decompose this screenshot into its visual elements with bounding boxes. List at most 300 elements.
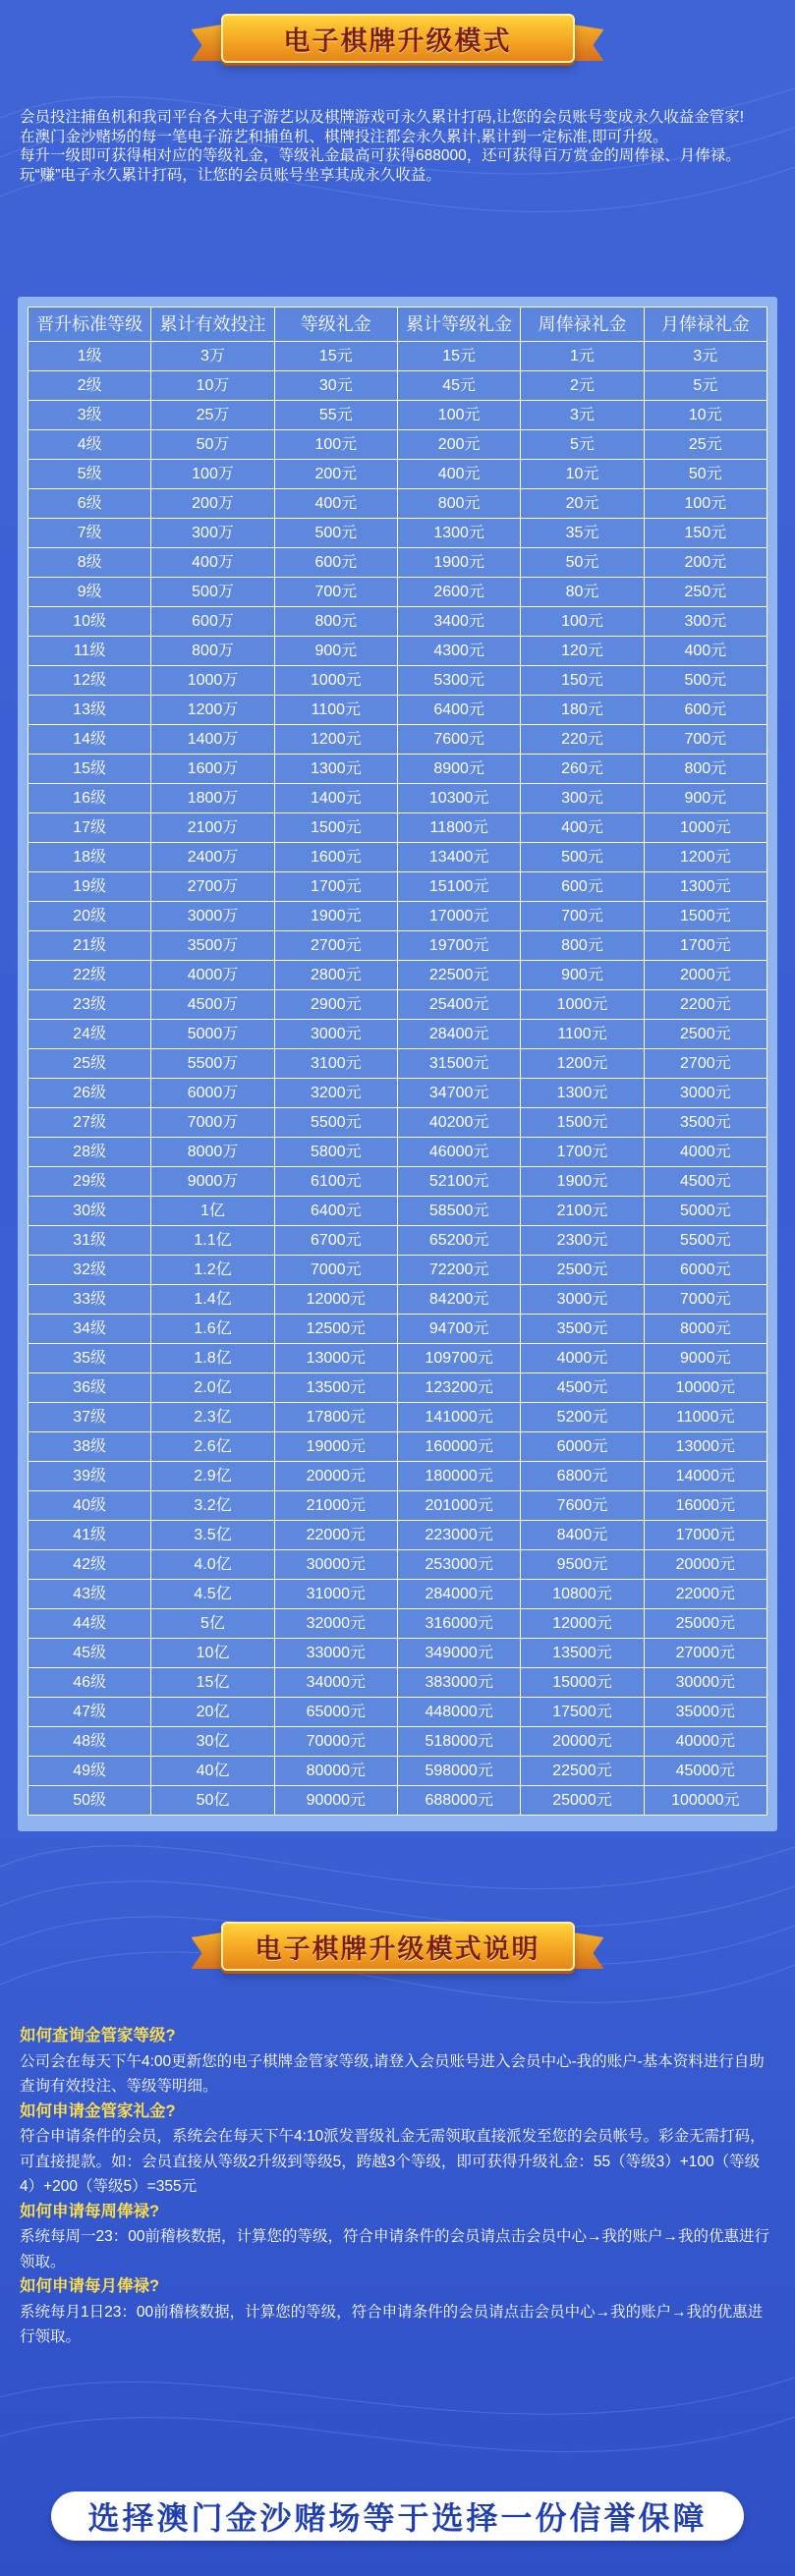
table-row (28, 548, 767, 578)
cell-cumulative-bonus: 58500元 (397, 1197, 520, 1226)
cell-level-bonus: 32000元 (274, 1609, 397, 1639)
cell-total-bet: 3000万 (151, 902, 274, 931)
cell-monthly-salary: 40000元 (644, 1727, 767, 1757)
cell-level: 12级 (28, 666, 151, 696)
cell-level: 37级 (28, 1403, 151, 1432)
cell-level: 30级 (28, 1197, 151, 1226)
cell-total-bet: 50亿 (151, 1786, 274, 1816)
cell-level: 3级 (28, 401, 151, 430)
cell-monthly-salary: 50元 (644, 460, 767, 489)
cell-weekly-salary: 10元 (521, 460, 644, 489)
cell-cumulative-bonus: 598000元 (397, 1757, 520, 1786)
faq-answer: 公司会在每天下午4:00更新您的电子棋牌金管家等级,请登入会员账号进入会员中心-我的账户-基本资料进行自助查询有效投注、等级等明细。 (20, 2052, 765, 2095)
table-row (28, 1432, 767, 1462)
cell-cumulative-bonus: 284000元 (397, 1580, 520, 1609)
table-row (28, 872, 767, 902)
table-row (28, 843, 767, 872)
cell-total-bet: 2.6亿 (151, 1432, 274, 1462)
cell-weekly-salary: 2300元 (521, 1226, 644, 1256)
cell-monthly-salary: 250元 (644, 578, 767, 607)
slogan-text: 选择澳门金沙赌场等于选择一份信誉保障 (87, 2500, 708, 2536)
cell-level: 6级 (28, 489, 151, 519)
table-row (28, 1256, 767, 1285)
cell-monthly-salary: 45000元 (644, 1757, 767, 1786)
cell-total-bet: 3.2亿 (151, 1491, 274, 1521)
cell-total-bet: 5亿 (151, 1609, 274, 1639)
cell-monthly-salary: 13000元 (644, 1432, 767, 1462)
cell-total-bet: 4.5亿 (151, 1580, 274, 1609)
cell-weekly-salary: 1300元 (521, 1079, 644, 1108)
cell-level-bonus: 1200元 (274, 725, 397, 755)
cell-level-bonus: 20000元 (274, 1462, 397, 1491)
cell-monthly-salary: 1000元 (644, 813, 767, 843)
cell-total-bet: 9000万 (151, 1167, 274, 1197)
cell-cumulative-bonus: 688000元 (397, 1786, 520, 1816)
cell-weekly-salary: 17500元 (521, 1698, 644, 1727)
table-row (28, 1315, 767, 1344)
cell-weekly-salary: 1700元 (521, 1138, 644, 1167)
cell-weekly-salary: 7600元 (521, 1491, 644, 1521)
table-row (28, 1138, 767, 1167)
table-row (28, 1491, 767, 1521)
table-row (28, 1462, 767, 1491)
cell-level: 22级 (28, 961, 151, 990)
cell-monthly-salary: 7000元 (644, 1285, 767, 1315)
cell-level: 9级 (28, 578, 151, 607)
cell-monthly-salary: 30000元 (644, 1668, 767, 1698)
column-header-total-bet: 累计有效投注 (151, 308, 274, 342)
cell-level: 13级 (28, 696, 151, 725)
table-row (28, 1698, 767, 1727)
cell-level-bonus: 6400元 (274, 1197, 397, 1226)
cell-level: 25级 (28, 1049, 151, 1079)
intro-line: 每升一级即可获得相对应的等级礼金，等级礼金最高可获得688000，还可获得百万赏金的周俸禄、月俸禄。 (20, 147, 741, 164)
cell-level: 11级 (28, 637, 151, 666)
cell-weekly-salary: 6000元 (521, 1432, 644, 1462)
cell-weekly-salary: 3000元 (521, 1285, 644, 1315)
cell-total-bet: 1亿 (151, 1197, 274, 1226)
cell-total-bet: 1600万 (151, 755, 274, 784)
cell-total-bet: 2400万 (151, 843, 274, 872)
cell-monthly-salary: 14000元 (644, 1462, 767, 1491)
cell-weekly-salary: 3元 (521, 401, 644, 430)
cell-monthly-salary: 3500元 (644, 1108, 767, 1138)
cell-weekly-salary: 20元 (521, 489, 644, 519)
ribbon-body (221, 14, 575, 63)
cell-total-bet: 1800万 (151, 784, 274, 813)
column-header-level: 晋升标准等级 (28, 308, 151, 342)
cell-total-bet: 2.9亿 (151, 1462, 274, 1491)
cell-cumulative-bonus: 52100元 (397, 1167, 520, 1197)
cell-cumulative-bonus: 448000元 (397, 1698, 520, 1727)
table-row (28, 1786, 767, 1816)
cell-total-bet: 800万 (151, 637, 274, 666)
table-row (28, 1049, 767, 1079)
cell-weekly-salary: 150元 (521, 666, 644, 696)
cell-monthly-salary: 300元 (644, 607, 767, 637)
table-row (28, 961, 767, 990)
cell-weekly-salary: 180元 (521, 696, 644, 725)
cell-total-bet: 8000万 (151, 1138, 274, 1167)
cell-level: 8级 (28, 548, 151, 578)
cell-level-bonus: 3100元 (274, 1049, 397, 1079)
cell-level: 15级 (28, 755, 151, 784)
cell-total-bet: 300万 (151, 519, 274, 548)
table-row (28, 489, 767, 519)
cell-monthly-salary: 100元 (644, 489, 767, 519)
cell-weekly-salary: 1200元 (521, 1049, 644, 1079)
table-row (28, 460, 767, 489)
cell-cumulative-bonus: 383000元 (397, 1668, 520, 1698)
cell-total-bet: 5000万 (151, 1020, 274, 1049)
cell-weekly-salary: 10800元 (521, 1580, 644, 1609)
cell-cumulative-bonus: 400元 (397, 460, 520, 489)
cell-level-bonus: 1400元 (274, 784, 397, 813)
cell-cumulative-bonus: 518000元 (397, 1727, 520, 1757)
cell-level-bonus: 70000元 (274, 1727, 397, 1757)
cell-monthly-salary: 3000元 (644, 1079, 767, 1108)
table-header-row (28, 308, 767, 342)
table-row (28, 666, 767, 696)
cell-cumulative-bonus: 8900元 (397, 755, 520, 784)
ribbon-body (221, 1922, 575, 1971)
cell-total-bet: 1.2亿 (151, 1256, 274, 1285)
cell-total-bet: 1000万 (151, 666, 274, 696)
cell-weekly-salary: 120元 (521, 637, 644, 666)
table-row (28, 1167, 767, 1197)
cell-cumulative-bonus: 13400元 (397, 843, 520, 872)
cell-level-bonus: 900元 (274, 637, 397, 666)
cell-weekly-salary: 500元 (521, 843, 644, 872)
table-row (28, 1285, 767, 1315)
cell-monthly-salary: 100000元 (644, 1786, 767, 1816)
cell-level: 47级 (28, 1698, 151, 1727)
cell-level-bonus: 13500元 (274, 1373, 397, 1403)
cell-level: 36级 (28, 1373, 151, 1403)
cell-level: 32级 (28, 1256, 151, 1285)
cell-cumulative-bonus: 94700元 (397, 1315, 520, 1344)
cell-cumulative-bonus: 31500元 (397, 1049, 520, 1079)
cell-weekly-salary: 600元 (521, 872, 644, 902)
cell-weekly-salary: 100元 (521, 607, 644, 637)
intro-text (20, 108, 776, 185)
cell-monthly-salary: 2000元 (644, 961, 767, 990)
cell-monthly-salary: 500元 (644, 666, 767, 696)
cell-cumulative-bonus: 46000元 (397, 1138, 520, 1167)
table-row (28, 1609, 767, 1639)
cell-total-bet: 500万 (151, 578, 274, 607)
cell-weekly-salary: 80元 (521, 578, 644, 607)
cell-weekly-salary: 2500元 (521, 1256, 644, 1285)
cell-cumulative-bonus: 349000元 (397, 1639, 520, 1668)
cell-level: 45级 (28, 1639, 151, 1668)
cell-total-bet: 1.1亿 (151, 1226, 274, 1256)
cell-level-bonus: 400元 (274, 489, 397, 519)
table-row (28, 1197, 767, 1226)
cell-monthly-salary: 4000元 (644, 1138, 767, 1167)
table-row (28, 1580, 767, 1609)
cell-level: 34级 (28, 1315, 151, 1344)
cell-total-bet: 4000万 (151, 961, 274, 990)
cell-level-bonus: 19000元 (274, 1432, 397, 1462)
cell-level-bonus: 800元 (274, 607, 397, 637)
cell-level: 18级 (28, 843, 151, 872)
intro-line: 玩“赚”电子永久累计打码，让您的会员账号坐享其成永久收益。 (20, 166, 441, 184)
cell-weekly-salary: 900元 (521, 961, 644, 990)
cell-level-bonus: 700元 (274, 578, 397, 607)
table-row (28, 1403, 767, 1432)
cell-total-bet: 1400万 (151, 725, 274, 755)
cell-level: 38级 (28, 1432, 151, 1462)
cell-weekly-salary: 15000元 (521, 1668, 644, 1698)
cell-cumulative-bonus: 3400元 (397, 607, 520, 637)
cell-monthly-salary: 800元 (644, 755, 767, 784)
cell-total-bet: 1200万 (151, 696, 274, 725)
table-row (28, 1079, 767, 1108)
cell-total-bet: 200万 (151, 489, 274, 519)
cell-monthly-salary: 17000元 (644, 1521, 767, 1550)
cell-level-bonus: 31000元 (274, 1580, 397, 1609)
cell-level-bonus: 34000元 (274, 1668, 397, 1698)
table-row (28, 931, 767, 961)
cell-level-bonus: 30元 (274, 371, 397, 401)
cell-weekly-salary: 6800元 (521, 1462, 644, 1491)
cell-level: 50级 (28, 1786, 151, 1816)
faq-answer: 系统每月1日23：00前稽核数据，计算您的等级，符合申请条件的会员请点击会员中心→我的账户→我的优惠进行领取。 (20, 2303, 764, 2345)
table-row (28, 578, 767, 607)
cell-level-bonus: 3200元 (274, 1079, 397, 1108)
cell-monthly-salary: 2700元 (644, 1049, 767, 1079)
cell-level: 10级 (28, 607, 151, 637)
cell-level: 7级 (28, 519, 151, 548)
cell-cumulative-bonus: 2600元 (397, 578, 520, 607)
faq-question: 如何申请每周俸禄? (20, 2202, 160, 2220)
column-header-cumulative-bonus: 累计等级礼金 (397, 308, 520, 342)
cell-weekly-salary: 5元 (521, 430, 644, 460)
cell-total-bet: 7000万 (151, 1108, 274, 1138)
cell-cumulative-bonus: 223000元 (397, 1521, 520, 1550)
level-table-frame (18, 297, 777, 1831)
cell-level-bonus: 5500元 (274, 1108, 397, 1138)
page-title: 电子棋牌升级模式 (283, 26, 512, 56)
cell-total-bet: 6000万 (151, 1079, 274, 1108)
top-title-banner (192, 8, 604, 71)
cell-monthly-salary: 6000元 (644, 1256, 767, 1285)
cell-total-bet: 4500万 (151, 990, 274, 1020)
cell-weekly-salary: 4000元 (521, 1344, 644, 1373)
cell-level-bonus: 21000元 (274, 1491, 397, 1521)
cell-level-bonus: 2800元 (274, 961, 397, 990)
cell-cumulative-bonus: 15100元 (397, 872, 520, 902)
cell-level-bonus: 200元 (274, 460, 397, 489)
cell-level: 46级 (28, 1668, 151, 1698)
cell-cumulative-bonus: 15元 (397, 342, 520, 371)
cell-total-bet: 3500万 (151, 931, 274, 961)
table-row (28, 696, 767, 725)
cell-monthly-salary: 700元 (644, 725, 767, 755)
table-row (28, 1727, 767, 1757)
cell-cumulative-bonus: 25400元 (397, 990, 520, 1020)
cell-monthly-salary: 5元 (644, 371, 767, 401)
cell-weekly-salary: 8400元 (521, 1521, 644, 1550)
cell-level-bonus: 1900元 (274, 902, 397, 931)
cell-level-bonus: 55元 (274, 401, 397, 430)
table-row (28, 1344, 767, 1373)
cell-monthly-salary: 200元 (644, 548, 767, 578)
cell-monthly-salary: 150元 (644, 519, 767, 548)
cell-cumulative-bonus: 10300元 (397, 784, 520, 813)
cell-total-bet: 3万 (151, 342, 274, 371)
cell-total-bet: 2.0亿 (151, 1373, 274, 1403)
table-row (28, 725, 767, 755)
cell-cumulative-bonus: 22500元 (397, 961, 520, 990)
cell-level-bonus: 1300元 (274, 755, 397, 784)
cell-monthly-salary: 20000元 (644, 1550, 767, 1580)
table-row (28, 342, 767, 371)
cell-monthly-salary: 1200元 (644, 843, 767, 872)
cell-level: 17级 (28, 813, 151, 843)
table-row (28, 371, 767, 401)
cell-monthly-salary: 10000元 (644, 1373, 767, 1403)
cell-monthly-salary: 900元 (644, 784, 767, 813)
cell-level-bonus: 33000元 (274, 1639, 397, 1668)
cell-level-bonus: 12000元 (274, 1285, 397, 1315)
cell-level-bonus: 65000元 (274, 1698, 397, 1727)
cell-level: 26级 (28, 1079, 151, 1108)
explain-title-banner (192, 1916, 604, 1979)
cell-cumulative-bonus: 109700元 (397, 1344, 520, 1373)
cell-monthly-salary: 22000元 (644, 1580, 767, 1609)
cell-cumulative-bonus: 316000元 (397, 1609, 520, 1639)
cell-cumulative-bonus: 6400元 (397, 696, 520, 725)
faq-question: 如何申请每月俸禄? (20, 2277, 160, 2295)
cell-level-bonus: 12500元 (274, 1315, 397, 1344)
cell-level-bonus: 15元 (274, 342, 397, 371)
cell-monthly-salary: 600元 (644, 696, 767, 725)
cell-monthly-salary: 27000元 (644, 1639, 767, 1668)
cell-weekly-salary: 4500元 (521, 1373, 644, 1403)
cell-monthly-salary: 3元 (644, 342, 767, 371)
cell-level: 40级 (28, 1491, 151, 1521)
cell-weekly-salary: 800元 (521, 931, 644, 961)
table-row (28, 755, 767, 784)
cell-weekly-salary: 1100元 (521, 1020, 644, 1049)
cell-cumulative-bonus: 201000元 (397, 1491, 520, 1521)
faq-answer: 符合申请条件的会员，系统会在每天下午4:10派发晋级礼金无需领取直接派发至您的会员帐号。彩金无需打码，可直接提款。如：会员直接从等级2升级到等级5，跨越3个等级，即可获得升级礼金：55（等级3）+100（等级4）+200（等级5）=355元 (20, 2128, 766, 2195)
cell-monthly-salary: 400元 (644, 637, 767, 666)
cell-cumulative-bonus: 84200元 (397, 1285, 520, 1315)
cell-level-bonus: 90000元 (274, 1786, 397, 1816)
cell-total-bet: 4.0亿 (151, 1550, 274, 1580)
cell-level: 31级 (28, 1226, 151, 1256)
cell-monthly-salary: 8000元 (644, 1315, 767, 1344)
intro-line: 会员投注捕鱼机和我司平台各大电子游艺以及棋牌游戏可永久累计打码,让您的会员账号变成永久收益金管家! (20, 109, 745, 126)
table-row (28, 902, 767, 931)
cell-level: 48级 (28, 1727, 151, 1757)
cell-level: 41级 (28, 1521, 151, 1550)
cell-cumulative-bonus: 1900元 (397, 548, 520, 578)
cell-monthly-salary: 25000元 (644, 1609, 767, 1639)
cell-level-bonus: 1000元 (274, 666, 397, 696)
cell-monthly-salary: 10元 (644, 401, 767, 430)
cell-total-bet: 400万 (151, 548, 274, 578)
cell-cumulative-bonus: 28400元 (397, 1020, 520, 1049)
cell-level-bonus: 100元 (274, 430, 397, 460)
cell-level-bonus: 30000元 (274, 1550, 397, 1580)
cell-weekly-salary: 2100元 (521, 1197, 644, 1226)
table-row (28, 1373, 767, 1403)
cell-level-bonus: 500元 (274, 519, 397, 548)
cell-level: 4级 (28, 430, 151, 460)
cell-total-bet: 100万 (151, 460, 274, 489)
cell-monthly-salary: 2500元 (644, 1020, 767, 1049)
cell-level-bonus: 80000元 (274, 1757, 397, 1786)
cell-level: 27级 (28, 1108, 151, 1138)
cell-level-bonus: 22000元 (274, 1521, 397, 1550)
cell-cumulative-bonus: 160000元 (397, 1432, 520, 1462)
cell-total-bet: 3.5亿 (151, 1521, 274, 1550)
cell-level: 33级 (28, 1285, 151, 1315)
cell-cumulative-bonus: 11800元 (397, 813, 520, 843)
cell-level: 44级 (28, 1609, 151, 1639)
cell-level: 49级 (28, 1757, 151, 1786)
cell-cumulative-bonus: 253000元 (397, 1550, 520, 1580)
cell-monthly-salary: 1500元 (644, 902, 767, 931)
cell-weekly-salary: 260元 (521, 755, 644, 784)
faq-question: 如何申请金管家礼金? (20, 2101, 176, 2120)
cell-weekly-salary: 1000元 (521, 990, 644, 1020)
table-body (28, 342, 767, 1816)
cell-weekly-salary: 220元 (521, 725, 644, 755)
cell-weekly-salary: 3500元 (521, 1315, 644, 1344)
cell-cumulative-bonus: 200元 (397, 430, 520, 460)
cell-level-bonus: 1600元 (274, 843, 397, 872)
cell-level: 42级 (28, 1550, 151, 1580)
cell-weekly-salary: 13500元 (521, 1639, 644, 1668)
cell-weekly-salary: 1500元 (521, 1108, 644, 1138)
cell-level-bonus: 6700元 (274, 1226, 397, 1256)
cell-weekly-salary: 22500元 (521, 1757, 644, 1786)
cell-total-bet: 15亿 (151, 1668, 274, 1698)
table-row (28, 1108, 767, 1138)
cell-level-bonus: 13000元 (274, 1344, 397, 1373)
cell-level: 20级 (28, 902, 151, 931)
cell-total-bet: 600万 (151, 607, 274, 637)
cell-level-bonus: 6100元 (274, 1167, 397, 1197)
cell-level-bonus: 2700元 (274, 931, 397, 961)
cell-monthly-salary: 11000元 (644, 1403, 767, 1432)
cell-level: 16级 (28, 784, 151, 813)
cell-weekly-salary: 5200元 (521, 1403, 644, 1432)
explain-title: 电子棋牌升级模式说明 (255, 1933, 540, 1964)
cell-total-bet: 20亿 (151, 1698, 274, 1727)
table-row (28, 784, 767, 813)
cell-level: 39级 (28, 1462, 151, 1491)
cell-total-bet: 1.4亿 (151, 1285, 274, 1315)
cell-weekly-salary: 35元 (521, 519, 644, 548)
cell-level-bonus: 1500元 (274, 813, 397, 843)
cell-weekly-salary: 700元 (521, 902, 644, 931)
cell-cumulative-bonus: 34700元 (397, 1079, 520, 1108)
cell-level: 19级 (28, 872, 151, 902)
cell-cumulative-bonus: 4300元 (397, 637, 520, 666)
table-row (28, 1020, 767, 1049)
cell-monthly-salary: 5500元 (644, 1226, 767, 1256)
cell-monthly-salary: 1300元 (644, 872, 767, 902)
cell-monthly-salary: 1700元 (644, 931, 767, 961)
cell-weekly-salary: 2元 (521, 371, 644, 401)
cell-total-bet: 2.3亿 (151, 1403, 274, 1432)
